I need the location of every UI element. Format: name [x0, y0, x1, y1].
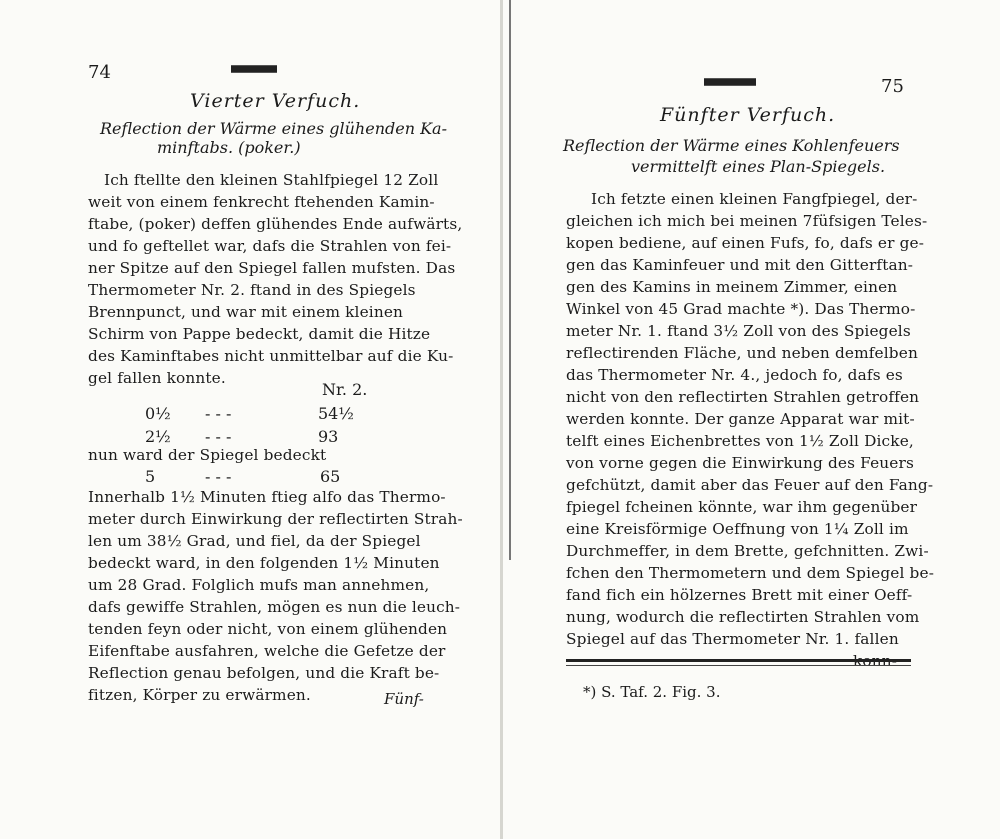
text-line: meter durch Einwirkung der reflectirten Strah-	[88, 510, 463, 528]
text-line: gen des Kamins in meinem Zimmer, einen	[566, 278, 898, 296]
header-ornament	[231, 65, 277, 73]
page-number: 74	[88, 62, 111, 83]
table-dashes: - - -	[205, 404, 232, 423]
text-line: Reflection genau befolgen, und die Kraft be-	[88, 664, 440, 682]
text-line: kopen bediene, auf einen Fufs, fo, dafs er ge-	[566, 234, 925, 252]
text-line: eine Kreisförmige Oeffnung von 1¼ Zoll im	[566, 520, 909, 538]
text-line: gefchützt, damit aber das Feuer auf den Fang-	[566, 476, 934, 494]
right-page	[503, 0, 1000, 839]
footnote-rule	[566, 659, 911, 662]
text-line: Ich fetzte einen kleinen Fangfpiegel, der-	[591, 190, 918, 208]
text-line: Spiegel auf das Thermometer Nr. 1. fallen	[566, 630, 899, 648]
text-line: und fo geftellet war, dafs die Strahlen von fei-	[88, 237, 452, 255]
text-line: um 28 Grad. Folglich mufs man annehmen,	[88, 576, 430, 594]
text-line: das Thermometer Nr. 4., jedoch fo, dafs es	[566, 366, 903, 384]
text-line: gleichen ich mich bei meinen 7füfsigen Teles-	[566, 212, 928, 230]
text-line: nung, wodurch die reflectirten Strahlen vom	[566, 608, 920, 626]
text-line: meter Nr. 1. ftand 3½ Zoll von des Spiegels	[566, 322, 911, 340]
text-line: fitzen, Körper zu erwärmen.	[88, 686, 311, 704]
table-time: 5	[145, 467, 156, 486]
page-title: Fünfter Verfuch.	[660, 104, 836, 126]
text-line: Schirm von Pappe bedeckt, damit die Hitze	[88, 325, 431, 343]
subtitle-line: vermittelft eines Plan-Spiegels.	[631, 157, 886, 176]
text-line: Winkel von 45 Grad machte *). Das Thermo-	[566, 300, 916, 318]
table-value: 93	[318, 427, 339, 446]
table-value: 54½	[318, 404, 354, 423]
text-line: fand fich ein hölzernes Brett mit einer Oeff-	[566, 586, 913, 604]
page-number: 75	[881, 76, 904, 97]
table-dashes: - - -	[205, 427, 232, 446]
text-line: des Kaminftabes nicht unmittelbar auf die Ku-	[88, 347, 454, 365]
text-line: gel fallen konnte.	[88, 369, 226, 387]
text-line: Ich ftellte den kleinen Stahlfpiegel 12 Zoll	[104, 171, 439, 189]
text-line: bedeckt ward, in den folgenden 1½ Minuten	[88, 554, 440, 572]
table-header: Nr. 2.	[322, 380, 368, 399]
text-line: fchen den Thermometern und dem Spiegel be-	[566, 564, 935, 582]
text-line: Brennpunct, und war mit einem kleinen	[88, 303, 404, 321]
footnote-rule-thin	[566, 665, 911, 666]
text-line: Innerhalb 1½ Minuten ftieg alfo das Thermo-	[88, 488, 446, 506]
text-line: Eifenftabe ausfahren, welche die Gefetze der	[88, 642, 446, 660]
text-line: Durchmeffer, in dem Brette, gefchnitten. Zwi-	[566, 542, 929, 560]
text-line: ner Spitze auf den Spiegel fallen mufsten. Das	[88, 259, 456, 277]
text-line: len um 38½ Grad, und fiel, da der Spiegel	[88, 532, 421, 550]
table-time: 2½	[145, 427, 171, 446]
table-value: 65	[320, 467, 341, 486]
subtitle-line: Reflection der Wärme eines Kohlenfeuers	[563, 136, 900, 155]
text-line: gen das Kaminfeuer und mit den Gitterftan-	[566, 256, 914, 274]
text-line: weit von einem fenkrecht ftehenden Kamin-	[88, 193, 435, 211]
text-line: ftabe, (poker) deffen glühendes Ende aufwärts,	[88, 215, 463, 233]
footnote: *) S. Taf. 2. Fig. 3.	[583, 683, 721, 701]
subtitle-line: Reflection der Wärme eines glühenden Ka-	[100, 119, 447, 138]
table-dashes: - - -	[205, 467, 232, 486]
text-line: reflectirenden Fläche, und neben demfelben	[566, 344, 918, 362]
text-line: telft eines Eichenbrettes von 1½ Zoll Dicke,	[566, 432, 914, 450]
text-line: tenden feyn oder nicht, von einem glühenden	[88, 620, 448, 638]
subtitle-line: minftabs. (poker.)	[157, 138, 301, 157]
text-line: von vorne gegen die Einwirkung des Feuers	[566, 454, 914, 472]
catchword: Fünf-	[384, 690, 424, 708]
header-ornament	[704, 78, 756, 86]
table-time: 0½	[145, 404, 171, 423]
text-line: werden konnte. Der ganze Apparat war mit-	[566, 410, 915, 428]
text-line: Thermometer Nr. 2. ftand in des Spiegels	[88, 281, 416, 299]
text-line: dafs gewiffe Strahlen, mögen es nun die leuch-	[88, 598, 461, 616]
page-title: Vierter Verfuch.	[190, 90, 361, 112]
text-line: fpiegel fcheinen könnte, war ihm gegenüber	[566, 498, 918, 516]
table-note: nun ward der Spiegel bedeckt	[88, 446, 327, 464]
text-line: nicht von den reflectirten Strahlen getroffen	[566, 388, 920, 406]
